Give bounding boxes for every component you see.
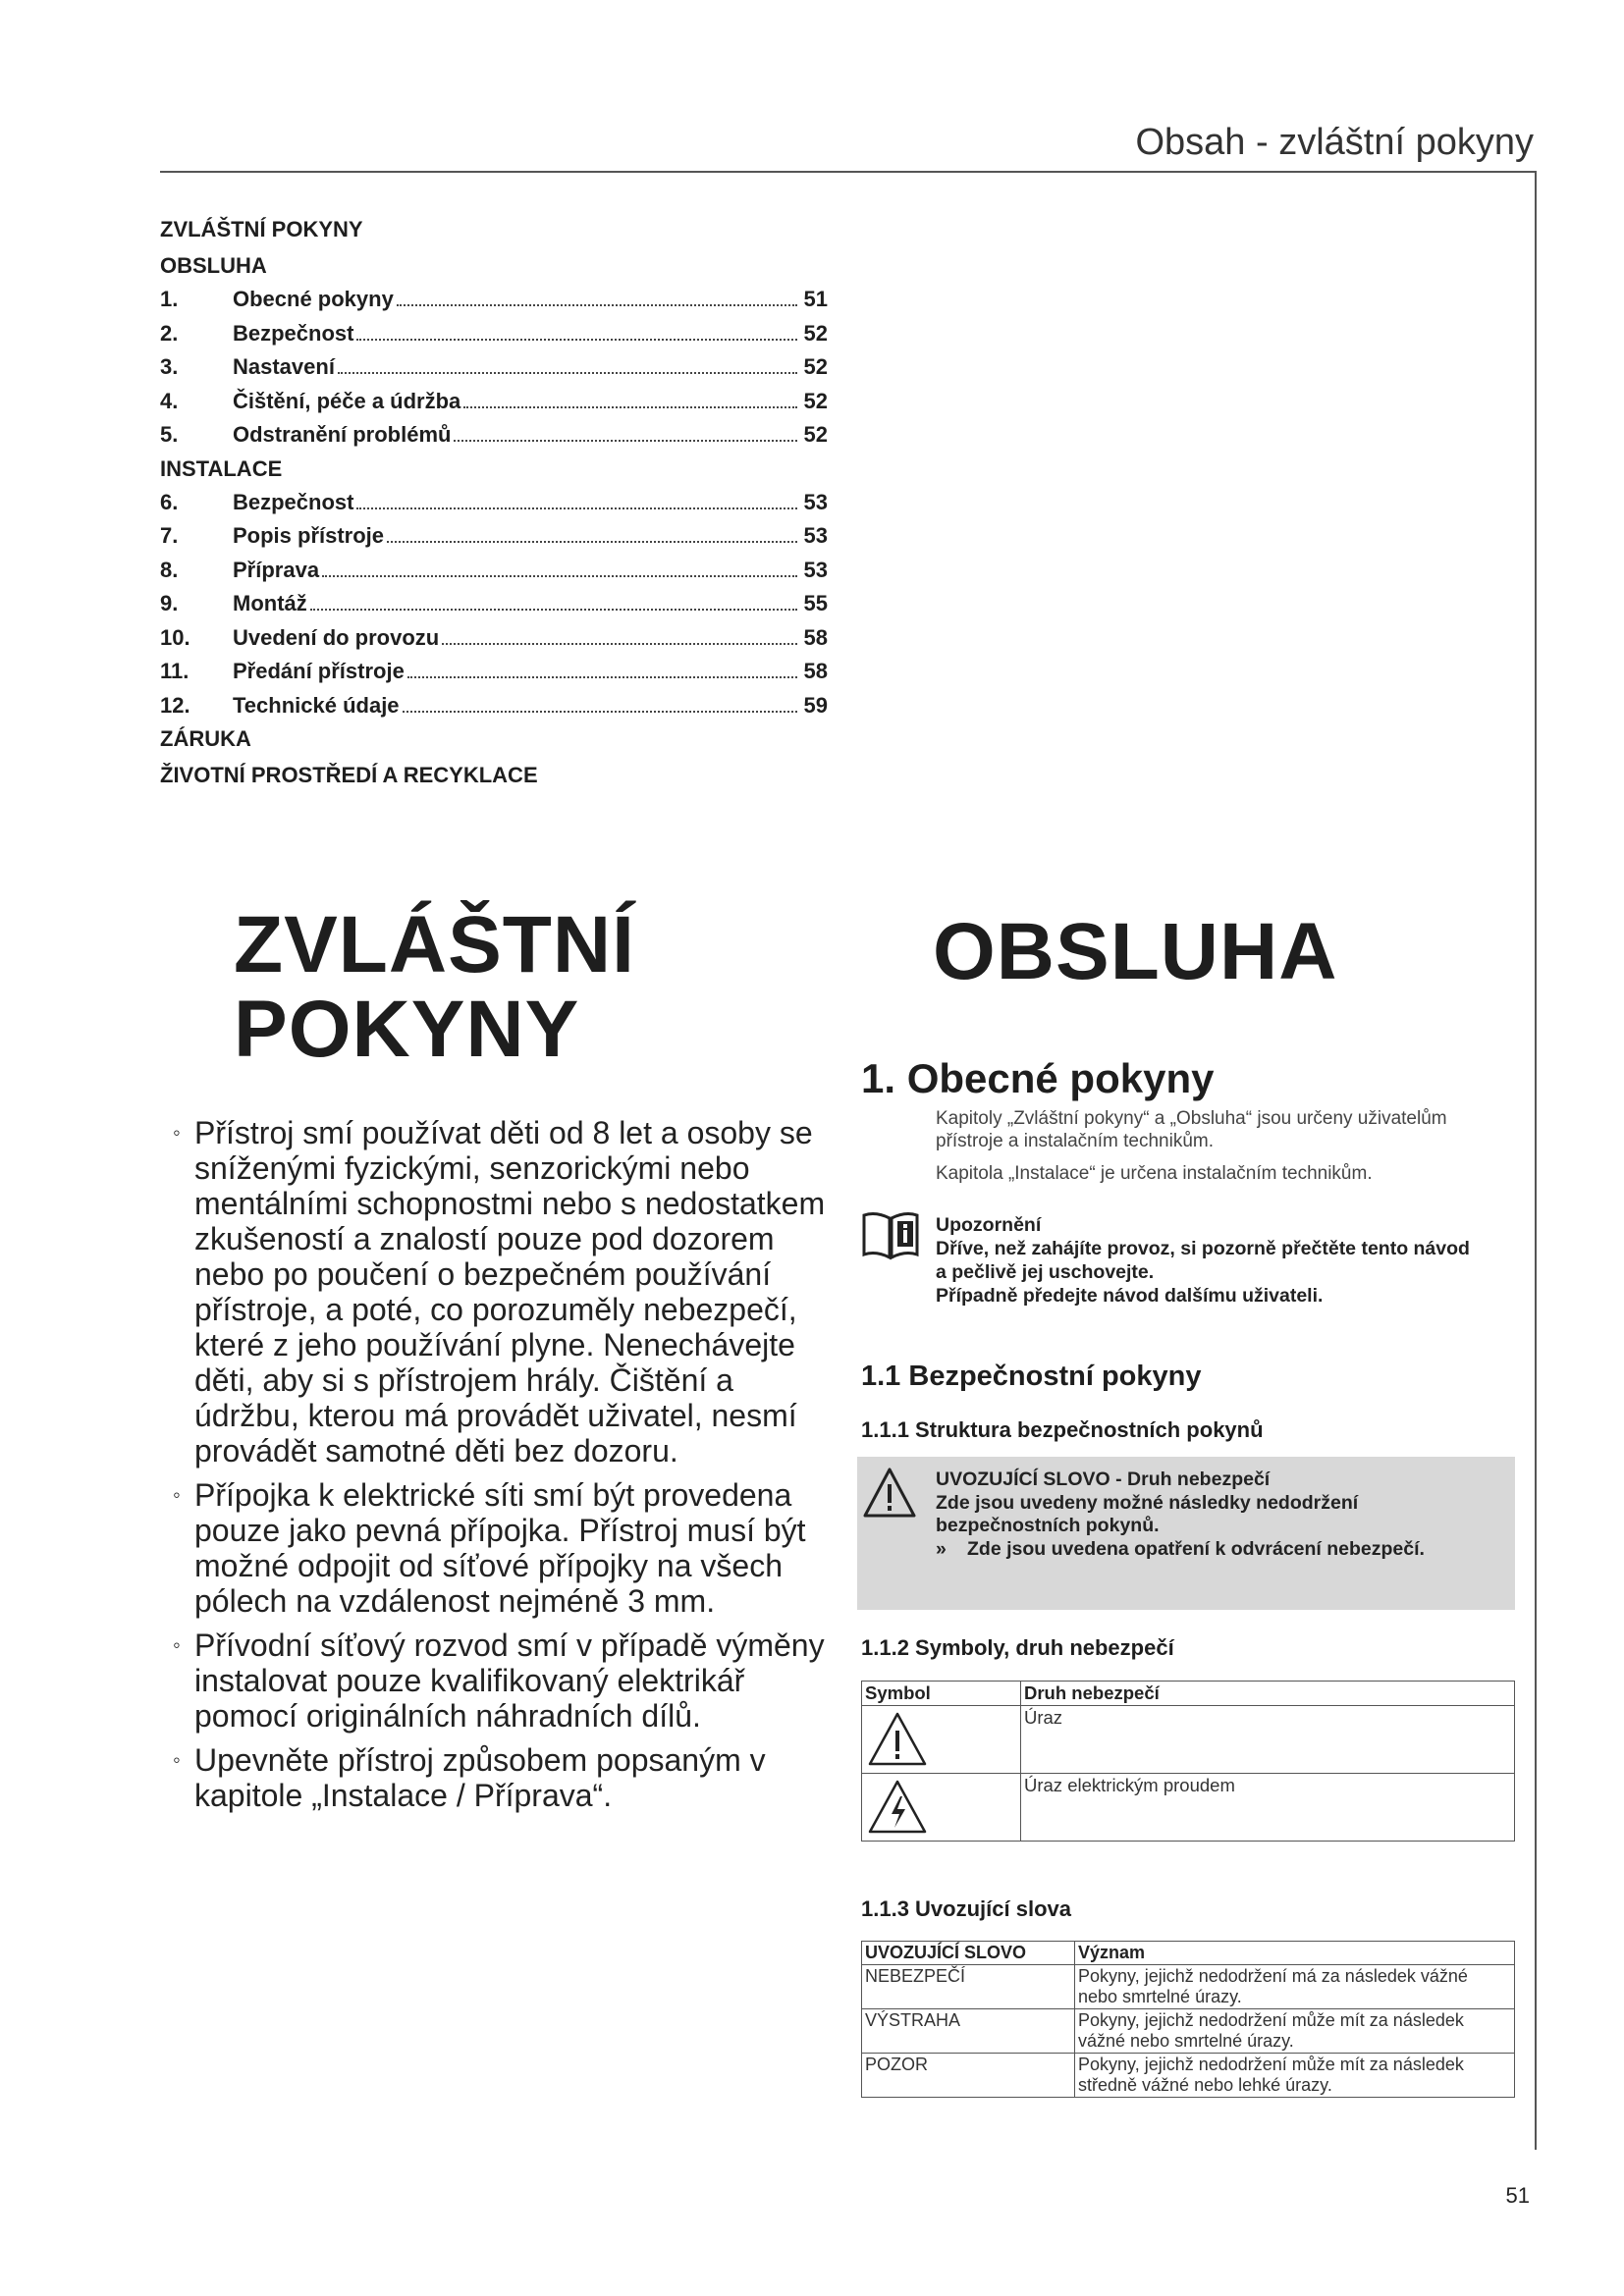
list-item-text: Přívodní síťový rozvod smí v případě výměny instalovat pouze kvalifikovaný elektrikář pomocí originálních náhradních dílů.	[194, 1628, 825, 1734]
toc-item-number: 5.	[160, 422, 179, 447]
toc-item-number: 9.	[160, 591, 179, 615]
toc-item-number: 2.	[160, 320, 179, 346]
toc-item[interactable]	[160, 350, 828, 385]
column-rule	[1535, 171, 1537, 2150]
table-header-cell: Symbol	[862, 1682, 1021, 1706]
toc-leader	[442, 643, 797, 645]
title-line: ZVLÁŠTNÍ	[234, 900, 635, 989]
special-instructions-title	[234, 900, 635, 1074]
symbols-table	[861, 1681, 1515, 1842]
warning-triangle-icon	[867, 1711, 928, 1768]
toc-heading-warranty[interactable]: ZÁRUKA	[160, 726, 251, 751]
toc-leader	[310, 609, 797, 611]
toc-item-label: Příprava	[233, 557, 320, 582]
paragraph: Kapitoly „Zvláštní pokyny“ a „Obsluha“ jsou určeny uživatelům přístroje a instalačním technikům.	[936, 1108, 1447, 1151]
toc-item-label: Obecné pokyny	[233, 287, 394, 311]
table-header-row	[862, 1942, 1515, 1965]
toc-item-label: Uvedení do provozu	[233, 624, 440, 650]
section-1-body	[936, 1107, 1495, 1195]
action-marker: »	[936, 1537, 947, 1560]
list-item	[173, 1628, 829, 1734]
table-cell: Úraz	[1021, 1706, 1515, 1774]
info-book-icon	[861, 1209, 920, 1262]
toc-item-number: 7.	[160, 523, 179, 548]
table-cell-symbol	[862, 1706, 1021, 1774]
toc-item[interactable]	[160, 317, 828, 351]
toc-item-page: 55	[803, 591, 828, 615]
toc-item[interactable]	[160, 587, 828, 621]
toc-item[interactable]	[160, 621, 828, 656]
paragraph: Kapitola „Instalace“ je určena instalačním technikům.	[936, 1163, 1373, 1184]
toc-item[interactable]	[160, 283, 828, 317]
section-1-1-1-heading: 1.1.1 Struktura bezpečnostních pokynů	[861, 1417, 1264, 1442]
toc-item-label: Odstranění problémů	[233, 422, 452, 447]
section-1-1-heading: 1.1 Bezpečnostní pokyny	[861, 1361, 1202, 1392]
toc-item[interactable]	[160, 689, 828, 723]
toc-item[interactable]	[160, 418, 828, 453]
table-cell: NEBEZPEČÍ	[862, 1965, 1075, 2009]
warning-title: UVOZUJÍCÍ SLOVO - Druh nebezpečí	[936, 1468, 1271, 1490]
table-cell: VÝSTRAHA	[862, 2009, 1075, 2054]
list-item	[173, 1742, 829, 1813]
toc-item-page: 53	[803, 489, 828, 514]
table-of-contents	[160, 210, 828, 795]
warning-action	[936, 1538, 1505, 1562]
note-title: Upozornění	[936, 1214, 1042, 1236]
toc-item-label: Bezpečnost	[233, 489, 354, 514]
toc-item-number: 8.	[160, 557, 179, 582]
section-1-1-3-heading: 1.1.3 Uvozující slova	[861, 1896, 1071, 1921]
header-rule	[160, 171, 1537, 173]
toc-item-page: 52	[803, 388, 828, 413]
toc-item-number: 10.	[160, 624, 190, 650]
table-cell: Úraz elektrickým proudem	[1021, 1774, 1515, 1842]
warning-content	[936, 1468, 1505, 1561]
toc-item-label: Popis přístroje	[233, 523, 385, 548]
toc-item-number: 12.	[160, 692, 190, 718]
note-line: Případně předejte návod dalšímu uživateli.	[936, 1285, 1324, 1307]
toc-leader	[454, 440, 797, 442]
toc-item-page: 52	[803, 422, 828, 447]
toc-item-page: 58	[803, 659, 828, 683]
table-cell: Pokyny, jejichž nedodržení má za následek vážné nebo smrtelné úrazy.	[1075, 1965, 1515, 2009]
toc-item[interactable]	[160, 554, 828, 588]
operation-title: OBSLUHA	[933, 907, 1338, 996]
electric-hazard-icon	[867, 1779, 928, 1836]
toc-item-page: 51	[803, 287, 828, 311]
table-row	[862, 1965, 1515, 2009]
toc-item-page: 53	[803, 557, 828, 582]
note-line: Dříve, než zahájíte provoz, si pozorně přečtěte tento návod a pečlivě jej uschovejte.	[936, 1238, 1470, 1283]
toc-item-label: Technické údaje	[233, 692, 400, 718]
table-row	[862, 1774, 1515, 1842]
table-header-row	[862, 1682, 1515, 1706]
list-item-text: Přístroj smí používat děti od 8 let a osoby se sníženými fyzickými, senzorickými nebo mentálními schopnostmi nebo s nedostatkem zkušeností a znalostí pouze pod dozorem nebo po poučení o bezpečném používání přístroje, a poté, co porozuměly nebezpečí, které z jeho používání plyne. Nenechávejte děti, aby si s přístrojem hrály. Čištění a údržbu, kterou má provádět uživatel, nesmí provádět samotné děti bez dozoru.	[194, 1115, 826, 1468]
table-header-cell: UVOZUJÍCÍ SLOVO	[862, 1942, 1075, 1965]
page-number: 51	[1505, 2183, 1530, 2208]
toc-item-number: 1.	[160, 287, 179, 311]
toc-item-label: Nastavení	[233, 354, 335, 379]
toc-item-number: 3.	[160, 354, 179, 379]
toc-heading-special[interactable]: ZVLÁŠTNÍ POKYNY	[160, 217, 363, 241]
toc-item-label: Čištění, péče a údržba	[233, 388, 461, 413]
toc-heading-operation[interactable]: OBSLUHA	[160, 253, 267, 278]
toc-item[interactable]	[160, 655, 828, 689]
toc-item-number: 4.	[160, 388, 179, 413]
toc-item-number: 6.	[160, 489, 179, 514]
toc-leader	[387, 541, 797, 543]
note-box	[936, 1213, 1486, 1308]
bullet-icon: ◦	[173, 1747, 181, 1772]
list-item-text: Přípojka k elektrické síti smí být provedena pouze jako pevná přípojka. Přístroj musí být možné odpojit od síťové přípojky na všech pólech na vzdálenost nejméně 3 mm.	[194, 1477, 806, 1619]
table-row	[862, 1706, 1515, 1774]
toc-item-label: Montáž	[233, 591, 307, 615]
warning-triangle-icon	[862, 1467, 917, 1520]
toc-item-number: 11.	[160, 659, 189, 683]
table-cell-symbol	[862, 1774, 1021, 1842]
table-cell: Pokyny, jejichž nedodržení může mít za následek středně vážné nebo lehké úrazy.	[1075, 2054, 1515, 2098]
bullet-icon: ◦	[173, 1632, 181, 1657]
bullet-icon: ◦	[173, 1482, 181, 1507]
toc-leader	[338, 372, 797, 374]
section-1-heading: 1. Obecné pokyny	[861, 1055, 1215, 1101]
special-instructions-list	[173, 1115, 829, 1822]
table-header-cell: Význam	[1075, 1942, 1515, 1965]
toc-leader	[356, 339, 797, 341]
table-row	[862, 2009, 1515, 2054]
toc-item[interactable]	[160, 486, 828, 520]
table-row	[862, 2054, 1515, 2098]
title-line: POKYNY	[234, 985, 580, 1074]
toc-leader	[322, 575, 797, 577]
signal-words-table	[861, 1941, 1515, 2098]
toc-item-label: Bezpečnost	[233, 320, 354, 346]
toc-item-page: 52	[803, 320, 828, 346]
table-cell: POZOR	[862, 2054, 1075, 2098]
warning-action-text: Zde jsou uvedena opatření k odvrácení nebezpečí.	[967, 1537, 1425, 1560]
toc-leader	[463, 406, 797, 408]
toc-item[interactable]	[160, 385, 828, 419]
toc-heading-install[interactable]: INSTALACE	[160, 455, 283, 481]
list-item	[173, 1115, 829, 1468]
section-1-1-2-heading: 1.1.2 Symboly, druh nebezpečí	[861, 1635, 1174, 1660]
list-item	[173, 1477, 829, 1619]
toc-item-page: 59	[803, 692, 828, 718]
toc-item-label: Předání přístroje	[233, 659, 405, 683]
toc-leader	[397, 304, 797, 306]
bullet-icon: ◦	[173, 1120, 181, 1145]
page-header-title: Obsah - zvláštní pokyny	[1135, 122, 1534, 163]
toc-leader	[356, 507, 797, 509]
toc-item-page: 53	[803, 523, 828, 548]
toc-item-page: 52	[803, 354, 828, 379]
list-item-text: Upevněte přístroj způsobem popsaným v kapitole „Instalace / Příprava“.	[194, 1742, 766, 1813]
toc-leader	[403, 711, 797, 713]
toc-item-page: 58	[803, 624, 828, 650]
warning-text: Zde jsou uvedeny možné následky nedodržení bezpečnostních pokynů.	[936, 1491, 1359, 1536]
toc-heading-environment[interactable]: ŽIVOTNÍ PROSTŘEDÍ A RECYKLACE	[160, 763, 538, 787]
table-cell: Pokyny, jejichž nedodržení může mít za následek vážné nebo smrtelné úrazy.	[1075, 2009, 1515, 2054]
toc-leader	[407, 676, 797, 678]
toc-item[interactable]	[160, 519, 828, 554]
table-header-cell: Druh nebezpečí	[1021, 1682, 1515, 1706]
